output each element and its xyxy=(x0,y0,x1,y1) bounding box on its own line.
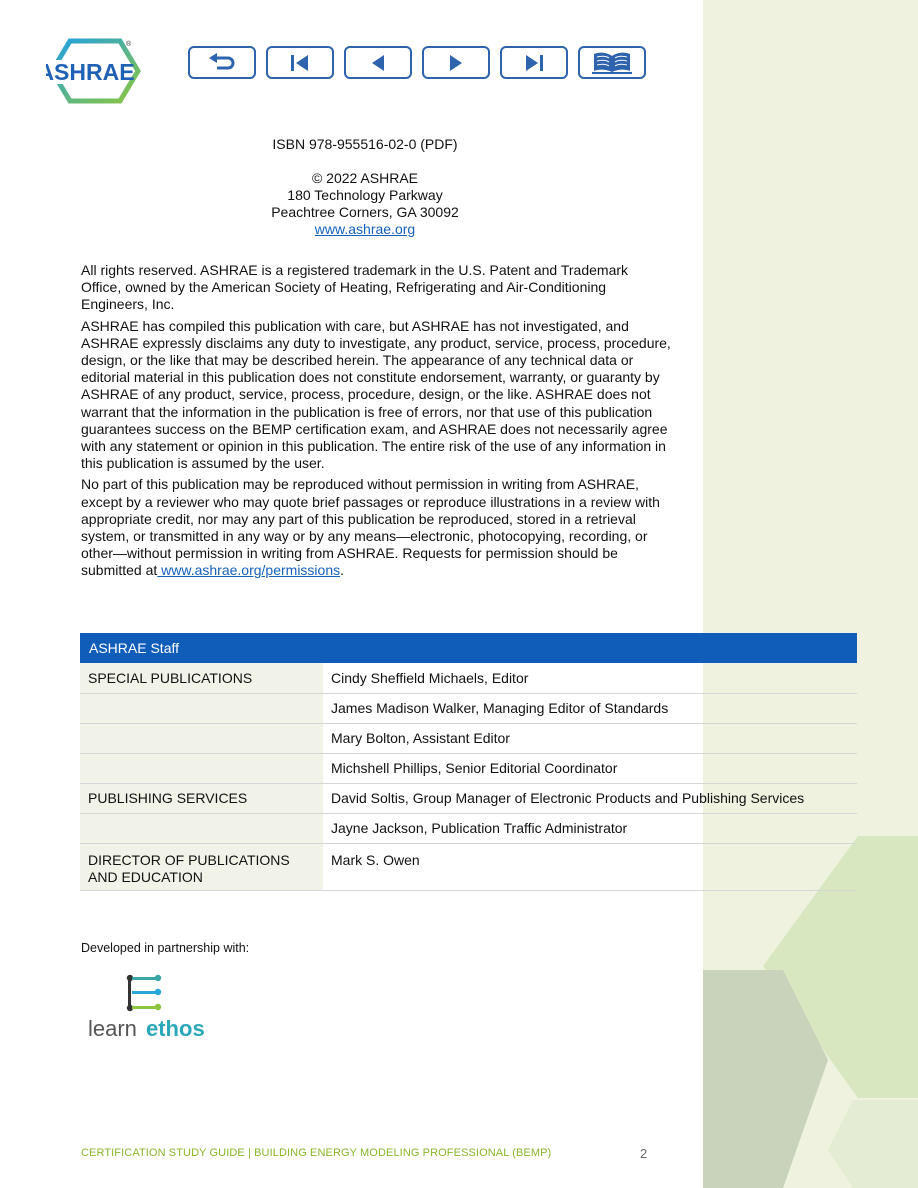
return-arrow-icon xyxy=(207,52,237,74)
staff-role: PUBLISHING SERVICES xyxy=(80,783,323,813)
footer-text: CERTIFICATION STUDY GUIDE | BUILDING ENERGY MODELING PROFESSIONAL (BEMP) xyxy=(81,1147,552,1159)
reproduction-paragraph xyxy=(81,476,671,579)
staff-name: Cindy Sheffield Michaels xyxy=(331,669,485,686)
staff-member xyxy=(323,663,857,693)
staff-role xyxy=(80,693,323,723)
first-page-button[interactable] xyxy=(266,46,334,79)
learnethos-wordmark-a: learn xyxy=(88,1016,137,1041)
staff-name: Michshell Phillips xyxy=(331,760,438,776)
next-arrow-icon xyxy=(445,53,467,73)
partner-caption: Developed in partnership with: xyxy=(81,941,250,955)
table-row xyxy=(80,843,857,890)
table-row xyxy=(80,813,857,843)
website-link[interactable]: www.ashrae.org xyxy=(314,221,416,237)
staff-member xyxy=(323,693,857,723)
logo-wordmark: ASHRAE xyxy=(46,59,135,85)
open-book-icon xyxy=(591,51,633,75)
staff-name: David Soltis xyxy=(331,790,405,806)
decorative-side-panel xyxy=(703,0,918,1188)
svg-text:®: ® xyxy=(126,41,132,48)
staff-title: , Senior Editorial Coordinator xyxy=(437,760,618,776)
staff-member xyxy=(323,813,857,843)
copyright-block xyxy=(190,170,540,238)
table-row xyxy=(80,663,857,693)
address-city: Peachtree Corners, GA 30092 xyxy=(271,204,459,220)
learnethos-logo xyxy=(86,972,216,1042)
reproduction-text: No part of this publication may be reproduced without permission in writing from ASHRAE, except by a reviewer who may quote brief passages or reproduce illustrations in a review with appropriate credit, nor may any part of this publication be reproduced, stored in a retrieval system, or transmitted in any way or by any means—electronic, photocopying, recording, or other—without permission in writing from ASHRAE. Requests for permission should be submitted at xyxy=(81,476,660,579)
ashrae-logo xyxy=(46,38,142,104)
rights-paragraph: All rights reserved. ASHRAE is a registered trademark in the U.S. Patent and Trademark Office, owned by the American Society of Heating, Refrigerating and Air-Conditioning Engineers, Inc. xyxy=(81,262,629,313)
reproduction-end: . xyxy=(340,562,345,579)
staff-role: DIRECTOR OF PUBLICATIONS AND EDUCATION xyxy=(80,843,323,890)
last-page-button[interactable] xyxy=(500,46,568,79)
staff-title: , Managing Editor of Standards xyxy=(475,700,669,716)
table-row xyxy=(80,723,857,753)
contents-button[interactable] xyxy=(578,46,646,79)
last-page-icon xyxy=(522,53,546,73)
staff-role xyxy=(80,723,323,753)
staff-role xyxy=(80,813,323,843)
isbn-line xyxy=(190,136,540,153)
staff-name: Mary Bolton xyxy=(331,730,406,746)
disclaimer-paragraph: ASHRAE has compiled this publication with care, but ASHRAE has not investigated, and ASHRAE expressly disclaims any duty to investigate, any product, service, process, procedure, design, or the like that may be described herein. The appearance of any technical data or editorial material in this publication does not constitute endorsement, warranty, or guaranty by ASHRAE of any product, service, process, procedure, design, or the like. ASHRAE does not warrant that the information in the publication is free of errors, nor that use of this publication guarantees success on the BEMP certification exam, and ASHRAE does not necessarily agree with any statement or opinion in this publication. The entire risk of the use of any information in this publication is assumed by the user. xyxy=(81,317,671,472)
staff-table-header: ASHRAE Staff xyxy=(80,633,857,663)
table-row xyxy=(80,753,857,783)
staff-member xyxy=(323,753,857,783)
staff-title: , Assistant Editor xyxy=(405,730,510,746)
staff-member xyxy=(323,843,857,890)
address-street: 180 Technology Parkway xyxy=(287,187,443,203)
staff-role xyxy=(80,753,323,783)
permissions-link[interactable]: www.ashrae.org/permissions xyxy=(157,562,341,579)
staff-table xyxy=(80,633,857,891)
staff-title: , Publication Traffic Administrator xyxy=(423,820,628,836)
legal-notice xyxy=(81,262,671,584)
learnethos-wordmark-b: ethos xyxy=(146,1016,205,1041)
staff-title: , Group Manager of Electronic Products and Publishing Services xyxy=(404,790,805,806)
staff-title: , Editor xyxy=(484,669,529,686)
previous-page-button[interactable] xyxy=(344,46,412,79)
staff-member xyxy=(323,783,857,813)
previous-arrow-icon xyxy=(367,53,389,73)
table-row xyxy=(80,783,857,813)
staff-member xyxy=(323,723,857,753)
page-number: 2 xyxy=(640,1146,648,1161)
table-row xyxy=(80,693,857,723)
copyright-line: © 2022 ASHRAE xyxy=(311,170,419,186)
staff-role: SPECIAL PUBLICATIONS xyxy=(80,663,323,693)
staff-name: Jayne Jackson xyxy=(331,820,424,836)
page-navigation xyxy=(188,46,646,79)
next-page-button[interactable] xyxy=(422,46,490,79)
staff-name: Mark S. Owen xyxy=(331,851,420,868)
isbn-text: ISBN 978-955516-02-0 (PDF) xyxy=(272,136,458,152)
back-button[interactable] xyxy=(188,46,256,79)
first-page-icon xyxy=(288,53,312,73)
staff-name: James Madison Walker xyxy=(331,700,476,716)
